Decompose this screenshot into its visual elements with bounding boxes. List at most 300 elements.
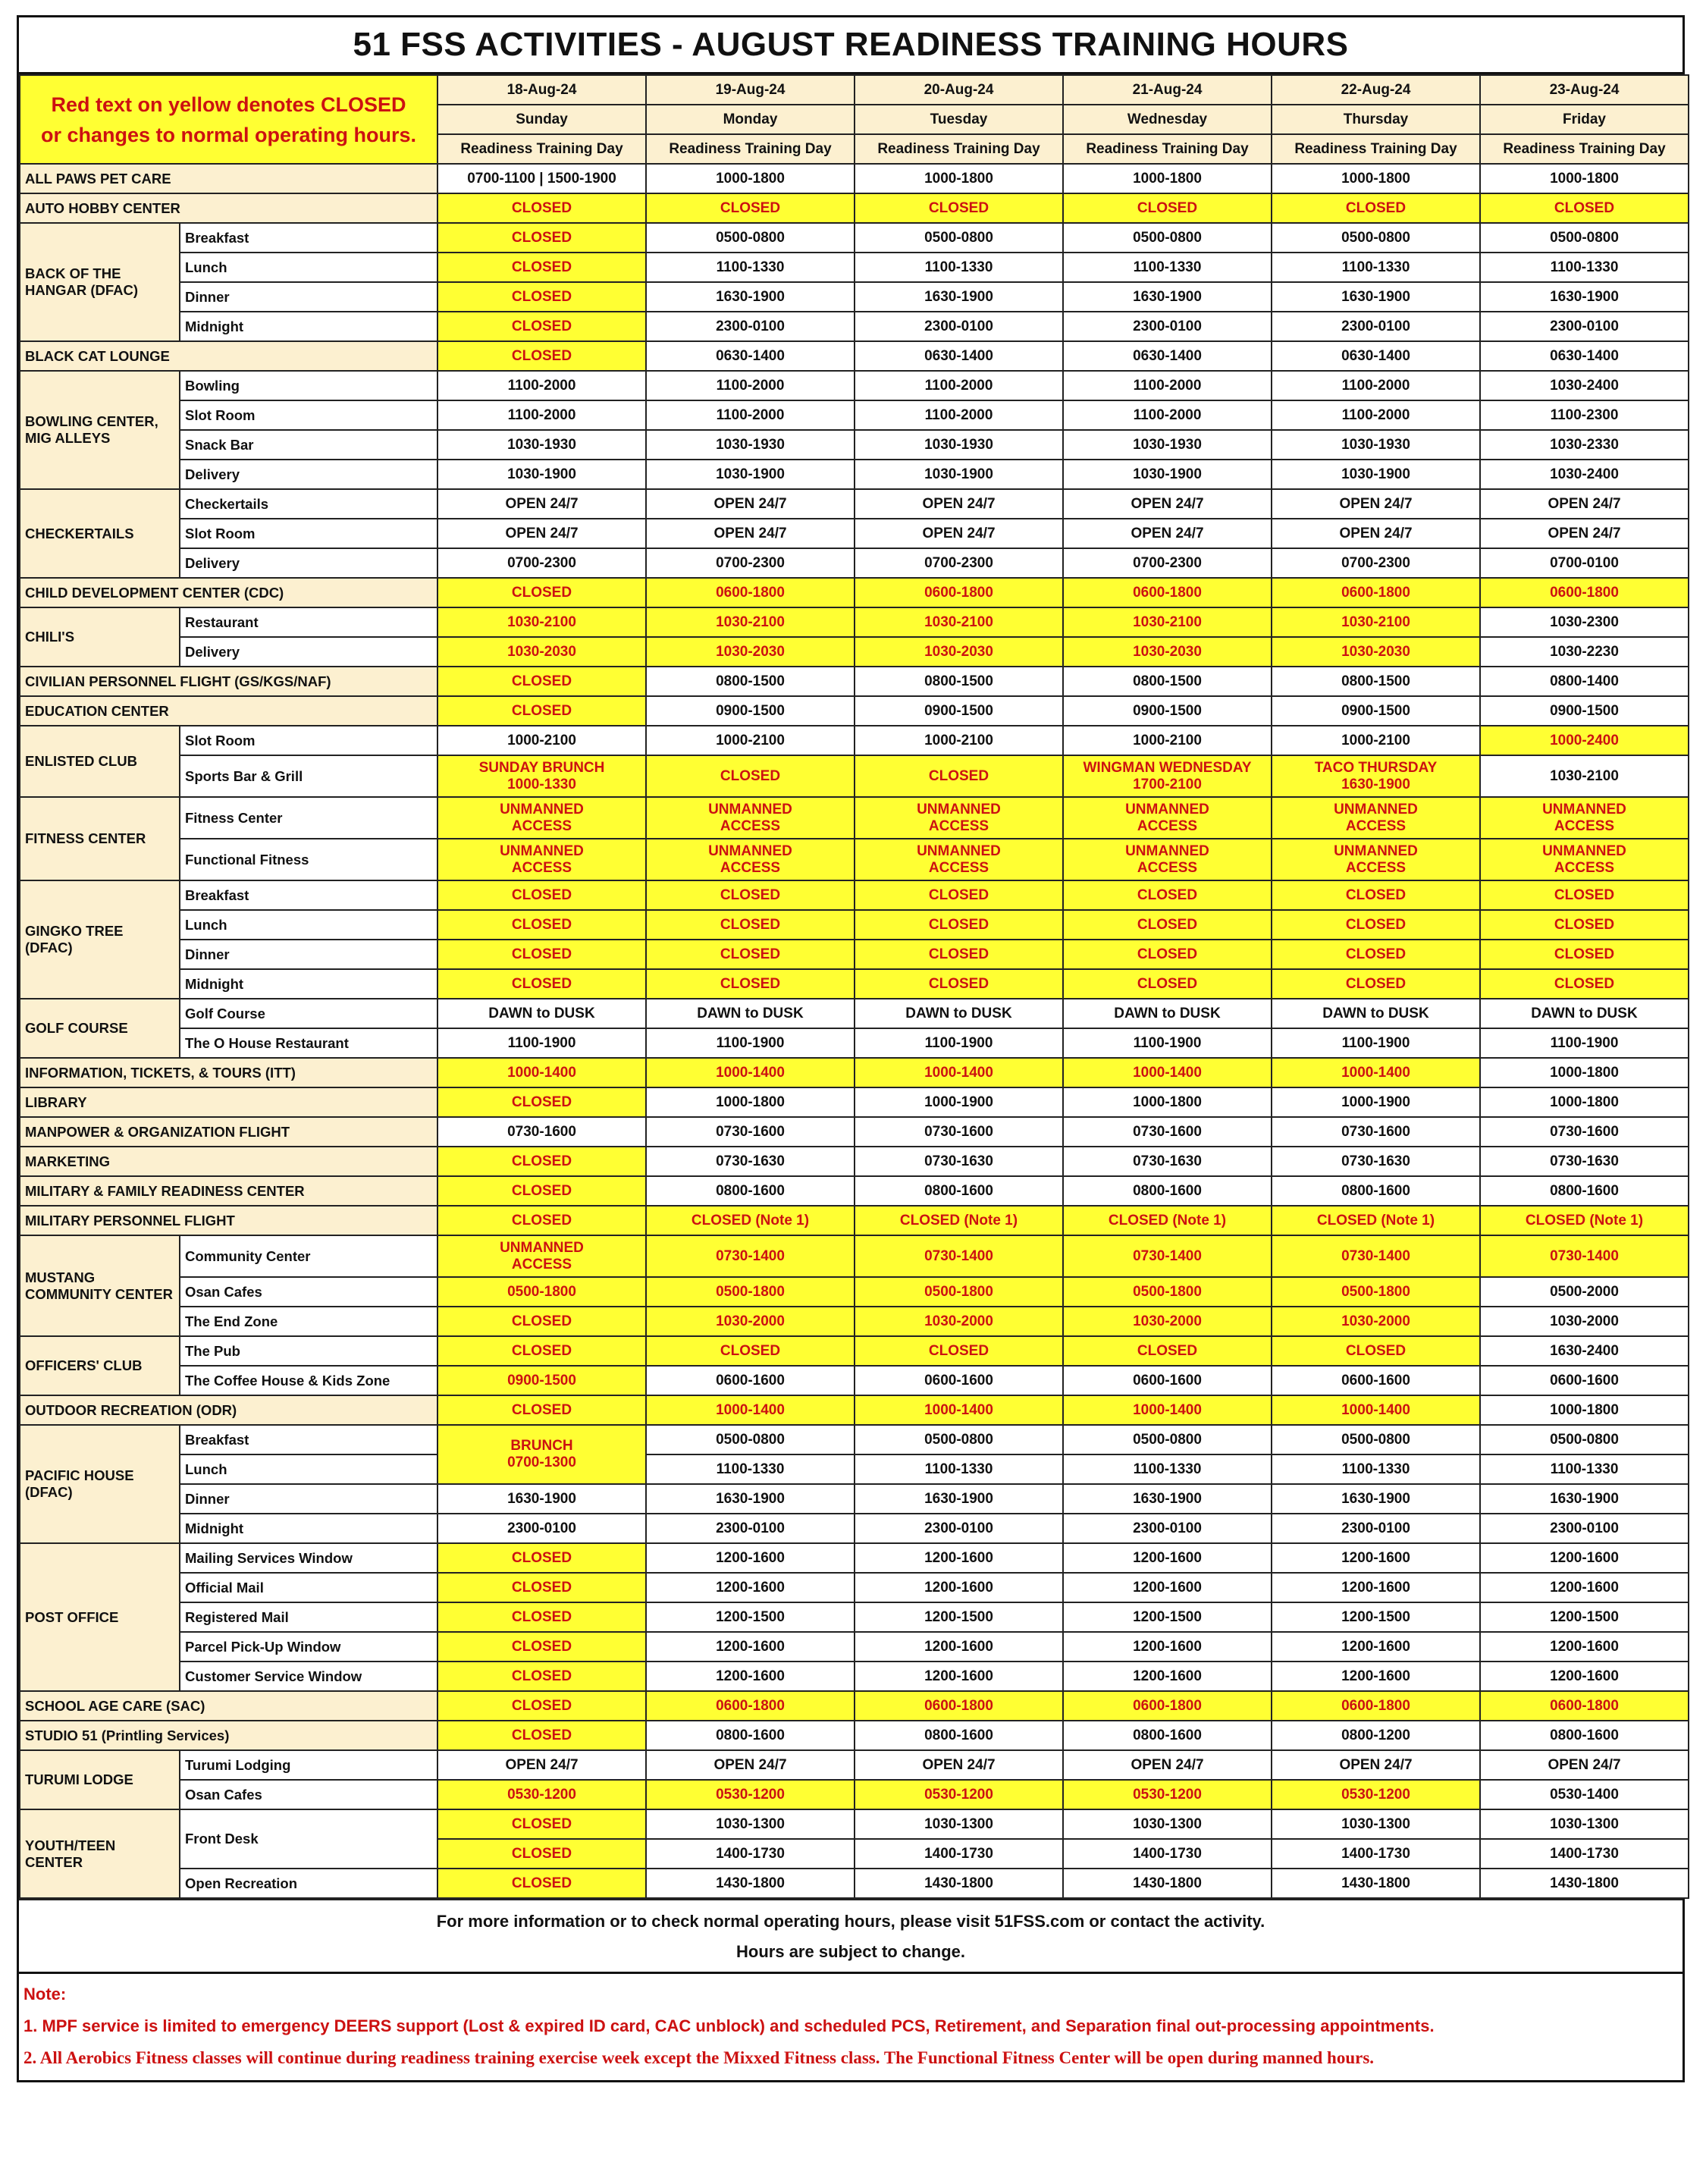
hours-text: 1000-1400 [716, 1064, 785, 1081]
legend-line-1: Red text on yellow denotes CLOSED [51, 93, 406, 116]
hours-cell [1480, 312, 1689, 341]
hours-cell [855, 1514, 1063, 1543]
hours-text: CLOSED [1137, 916, 1198, 933]
hours-text: UNMANNED [1125, 801, 1209, 817]
sub-activity-name: The Coffee House & Kids Zone [180, 1366, 437, 1395]
hours-cell-changed [1480, 193, 1689, 223]
hours-text: CLOSED [511, 916, 572, 933]
hours-cell-changed [646, 193, 855, 223]
hours-cell-changed [437, 755, 646, 797]
hours-cell-changed [437, 1809, 646, 1839]
hours-text: 0730-1630 [1550, 1153, 1619, 1169]
hours-cell [1063, 1869, 1272, 1898]
hours-cell [1272, 1632, 1480, 1662]
hours-text: 0500-2000 [1550, 1283, 1619, 1300]
hours-cell [1063, 999, 1272, 1028]
hours-cell [646, 1028, 855, 1058]
hours-text: 1000-1800 [1341, 170, 1410, 187]
hours-cell-changed [646, 880, 855, 910]
hours-text: 1100-1330 [1550, 1461, 1619, 1477]
hours-text: CLOSED [511, 1153, 572, 1169]
hours-cell-changed [855, 797, 1063, 839]
hours-cell-changed [437, 1087, 646, 1117]
hours-cell [646, 1543, 855, 1573]
activity-name: AUTO HOBBY CENTER [20, 193, 437, 223]
hours-cell [646, 1176, 855, 1206]
hours-text: 1000-1800 [716, 1094, 785, 1110]
hours-cell-changed [1480, 880, 1689, 910]
hours-cell [855, 1147, 1063, 1176]
hours-text: 0800-1500 [1133, 673, 1202, 689]
hours-text: UNMANNED [500, 1239, 584, 1256]
hours-text: 0500-0800 [1550, 1431, 1619, 1448]
hours-text: 1630-1900 [716, 1490, 785, 1507]
hours-cell [646, 1087, 855, 1117]
hours-text: 0630-1400 [1550, 347, 1619, 364]
table-row [20, 1484, 1689, 1514]
hours-text: 0530-1200 [1133, 1786, 1202, 1803]
sub-activity-name: Breakfast [180, 880, 437, 910]
sub-activity-name: Delivery [180, 548, 437, 578]
hours-cell [437, 371, 646, 400]
hours-cell [1063, 548, 1272, 578]
hours-text: 0730-1630 [1341, 1153, 1410, 1169]
hours-text: 0500-0800 [1341, 1431, 1410, 1448]
sub-activity-name: Golf Course [180, 999, 437, 1028]
hours-text: 1400-1730 [1341, 1845, 1410, 1862]
hours-text: 1200-1600 [1133, 1638, 1202, 1655]
activity-name: MUSTANG COMMUNITY CENTER [20, 1235, 180, 1336]
hours-cell-changed [1063, 1277, 1272, 1307]
hours-cell [1063, 400, 1272, 430]
hours-cell-changed [1063, 1307, 1272, 1336]
hours-text: UNMANNED [917, 843, 1001, 859]
hours-cell-changed [1272, 1058, 1480, 1087]
hours-cell [646, 1602, 855, 1632]
hours-text: OPEN 24/7 [505, 525, 579, 541]
hours-text: 1030-2030 [716, 643, 785, 660]
hours-cell [1063, 1366, 1272, 1395]
hours-text: 0730-1630 [716, 1153, 785, 1169]
hours-text: 1030-2230 [1550, 643, 1619, 660]
hours-text: 1400-1730 [1550, 1845, 1619, 1862]
hours-cell [646, 341, 855, 371]
hours-cell [1272, 282, 1480, 312]
hours-text: 1030-2100 [924, 613, 993, 630]
hours-text: 1200-1600 [1133, 1668, 1202, 1684]
hours-cell-changed [437, 1147, 646, 1176]
hours-text: 1000-1400 [924, 1401, 993, 1418]
hours-text: 1200-1600 [716, 1579, 785, 1596]
hours-cell-changed [1063, 910, 1272, 940]
hours-text: CLOSED [511, 1845, 572, 1862]
hours-cell [646, 223, 855, 253]
hours-cell-changed [855, 1395, 1063, 1425]
hours-text: CLOSED [720, 1342, 781, 1359]
sub-activity-name: Turumi Lodging [180, 1750, 437, 1780]
hours-text: 0500-0800 [924, 229, 993, 246]
hours-cell [1272, 1662, 1480, 1691]
hours-text: CLOSED [1137, 886, 1198, 903]
table-row [20, 1028, 1689, 1058]
hours-cell [1063, 1662, 1272, 1691]
table-row [20, 519, 1689, 548]
sub-activity-name: Sports Bar & Grill [180, 755, 437, 797]
table-row [20, 489, 1689, 519]
hours-cell [437, 1028, 646, 1058]
hours-cell-changed [855, 1277, 1063, 1307]
hours-cell [1272, 1117, 1480, 1147]
hours-cell [646, 726, 855, 755]
hours-text: 1000-1400 [507, 1064, 576, 1081]
hours-text: 1030-1300 [1133, 1815, 1202, 1832]
sub-activity-name: The Pub [180, 1336, 437, 1366]
hours-text: CLOSED [928, 767, 989, 784]
hours-cell [1480, 1750, 1689, 1780]
sub-activity-name: Delivery [180, 460, 437, 489]
hours-cell-changed [646, 969, 855, 999]
activity-name: EDUCATION CENTER [20, 696, 437, 726]
hours-text: 0730-1600 [924, 1123, 993, 1140]
hours-cell [855, 312, 1063, 341]
hours-cell-changed [646, 1235, 855, 1277]
hours-text: 0600-1800 [1341, 584, 1410, 601]
hours-text: 0600-1800 [1133, 1697, 1202, 1714]
hours-cell-changed [646, 940, 855, 969]
hours-cell [1480, 253, 1689, 282]
hours-table [19, 74, 1689, 1899]
hours-text: 1030-1900 [924, 466, 993, 482]
hours-text: 0730-1400 [924, 1247, 993, 1264]
hours-text: CLOSED [511, 318, 572, 334]
hours-cell-changed [1063, 193, 1272, 223]
hours-cell [855, 1809, 1063, 1839]
hours-text: 2300-0100 [1133, 318, 1202, 334]
hours-text: 0530-1400 [1550, 1786, 1619, 1803]
activity-name: YOUTH/TEEN CENTER [20, 1809, 180, 1898]
sub-activity-name: Snack Bar [180, 430, 437, 460]
hours-text: 1100-2000 [716, 406, 785, 423]
table-row [20, 1780, 1689, 1809]
hours-cell [1272, 1750, 1480, 1780]
activities-body [20, 164, 1689, 1898]
hours-text: DAWN to DUSK [1531, 1005, 1638, 1021]
hours-text: 1000-1800 [1550, 1094, 1619, 1110]
hours-cell [1063, 1176, 1272, 1206]
hours-text: 0500-0800 [924, 1431, 993, 1448]
hours-cell [1480, 1028, 1689, 1058]
hours-cell-changed [1272, 839, 1480, 880]
hours-cell [437, 1750, 646, 1780]
hours-cell [1480, 1514, 1689, 1543]
activity-name: MARKETING [20, 1147, 437, 1176]
activity-name: PACIFIC HOUSE (DFAC) [20, 1425, 180, 1543]
hours-cell [855, 460, 1063, 489]
hours-text: CLOSED [1137, 975, 1198, 992]
header-day-type: Readiness Training Day [437, 134, 646, 164]
table-row [20, 1117, 1689, 1147]
hours-cell [855, 282, 1063, 312]
hours-text: 0500-0800 [1341, 229, 1410, 246]
hours-text: 0730-1630 [924, 1153, 993, 1169]
hours-cell-changed [855, 1691, 1063, 1721]
hours-text: DAWN to DUSK [905, 1005, 1012, 1021]
hours-text: 1200-1600 [1550, 1638, 1619, 1655]
sub-activity-name: Customer Service Window [180, 1662, 437, 1691]
hours-text: 1030-2100 [716, 613, 785, 630]
table-row [20, 548, 1689, 578]
hours-text: 1200-1600 [924, 1668, 993, 1684]
hours-text: CLOSED [1554, 916, 1615, 933]
hours-text: 0500-1800 [1341, 1283, 1410, 1300]
hours-cell [1480, 1366, 1689, 1395]
hours-text: CLOSED (Note 1) [1525, 1212, 1644, 1228]
hours-text: 0800-1600 [924, 1727, 993, 1743]
hours-cell [855, 1425, 1063, 1454]
hours-cell-changed [1480, 839, 1689, 880]
hours-text: 1000-1800 [716, 170, 785, 187]
hours-cell [1063, 1425, 1272, 1454]
hours-cell-changed [437, 1721, 646, 1750]
hours-cell [646, 1809, 855, 1839]
table-row [20, 1058, 1689, 1087]
hours-text: 1030-2000 [716, 1313, 785, 1329]
hours-text: 0730-1600 [1341, 1123, 1410, 1140]
hours-text: OPEN 24/7 [1548, 495, 1621, 512]
hours-text: 0800-1500 [1341, 673, 1410, 689]
table-row [20, 1869, 1689, 1898]
hours-cell [1480, 1058, 1689, 1087]
hours-cell [1480, 164, 1689, 193]
hours-text: 1100-2300 [1550, 406, 1619, 423]
hours-text: 0500-1800 [1133, 1283, 1202, 1300]
hours-text: ACCESS [720, 859, 781, 876]
sub-activity-name: Front Desk [180, 1809, 437, 1869]
hours-cell [646, 282, 855, 312]
table-row [20, 1454, 1689, 1484]
hours-text: ACCESS [1554, 859, 1615, 876]
hours-text: 1200-1600 [1550, 1579, 1619, 1596]
hours-text: CLOSED [511, 288, 572, 305]
hours-text: 0500-0800 [1133, 229, 1202, 246]
hours-cell [855, 1028, 1063, 1058]
hours-cell-changed [1272, 969, 1480, 999]
hours-cell-changed [437, 1307, 646, 1336]
hours-cell [437, 999, 646, 1028]
hours-text: 1030-2100 [1341, 613, 1410, 630]
hours-text: 1100-1330 [716, 259, 785, 275]
sub-activity-name: Slot Room [180, 400, 437, 430]
header-weekday: Sunday [437, 105, 646, 134]
hours-text: 2300-0100 [1341, 1520, 1410, 1536]
hours-cell [1063, 371, 1272, 400]
hours-cell [1480, 1869, 1689, 1898]
hours-text: CLOSED [511, 975, 572, 992]
hours-cell [1272, 1721, 1480, 1750]
hours-text: 1100-1330 [924, 259, 993, 275]
hours-cell [1063, 1117, 1272, 1147]
sub-activity-name: Mailing Services Window [180, 1543, 437, 1573]
hours-text: 1200-1600 [924, 1549, 993, 1566]
hours-text: 1030-1900 [1341, 466, 1410, 482]
table-row [20, 1395, 1689, 1425]
hours-text: 1000-1400 [1133, 1401, 1202, 1418]
hours-text: 1030-2100 [1550, 767, 1619, 784]
hours-text: CLOSED [1345, 975, 1407, 992]
hours-cell-changed [437, 1543, 646, 1573]
hours-text: OPEN 24/7 [1131, 495, 1204, 512]
hours-cell-changed [437, 1366, 646, 1395]
hours-cell [855, 341, 1063, 371]
hours-text: 0500-0800 [716, 1431, 785, 1448]
hours-text: 1100-1900 [1133, 1034, 1202, 1051]
hours-text: 1030-1300 [1550, 1815, 1619, 1832]
sub-activity-name: Functional Fitness [180, 839, 437, 880]
hours-cell [1063, 430, 1272, 460]
hours-cell-changed [855, 755, 1063, 797]
sub-activity-name: Checkertails [180, 489, 437, 519]
hours-cell [646, 1366, 855, 1395]
hours-cell [1480, 1721, 1689, 1750]
hours-text: 1630-1900 [1341, 1490, 1410, 1507]
hours-text: 1000-1400 [1341, 1401, 1410, 1418]
hours-cell [437, 164, 646, 193]
hours-text: 1000-2100 [924, 732, 993, 748]
hours-text: ACCESS [1345, 817, 1407, 834]
hours-text: 1000-1400 [924, 1064, 993, 1081]
hours-text: CLOSED [511, 1212, 572, 1228]
hours-cell [437, 548, 646, 578]
hours-text: 0500-0800 [1550, 229, 1619, 246]
sub-activity-name: Slot Room [180, 726, 437, 755]
hours-cell-changed [855, 880, 1063, 910]
hours-text: BRUNCH [510, 1438, 573, 1454]
table-row [20, 1235, 1689, 1277]
header-date: 20-Aug-24 [855, 75, 1063, 105]
hours-cell-changed [1063, 1395, 1272, 1425]
hours-cell [1480, 1147, 1689, 1176]
hours-text: CLOSED [1345, 946, 1407, 962]
hours-cell [1480, 1662, 1689, 1691]
note-item-1: 1. MPF service is limited to emergency DEERS support (Lost & expired ID card, CAC unblock) and scheduled PCS, Retirement, and Separation final out-processing appointments. [24, 2016, 1435, 2035]
table-row [20, 880, 1689, 910]
notes-section [19, 1972, 1682, 2080]
hours-cell [1480, 371, 1689, 400]
hours-cell-changed [1480, 797, 1689, 839]
hours-text: 0500-1800 [716, 1283, 785, 1300]
activity-name: ENLISTED CLUB [20, 726, 180, 797]
table-row [20, 1750, 1689, 1780]
hours-text: 1030-1300 [1341, 1815, 1410, 1832]
hours-cell-changed [437, 880, 646, 910]
hours-text: 1000-1900 [924, 1094, 993, 1110]
sub-activity-name: Lunch [180, 1454, 437, 1484]
hours-text: ACCESS [1345, 859, 1407, 876]
hours-cell-changed [1272, 880, 1480, 910]
hours-text: 1000-1400 [1341, 1064, 1410, 1081]
hours-cell [437, 489, 646, 519]
hours-cell-changed [1272, 755, 1480, 797]
hours-cell [1480, 1839, 1689, 1869]
hours-text: ACCESS [720, 817, 781, 834]
hours-text: 0700-2300 [716, 554, 785, 571]
hours-text: CLOSED [928, 946, 989, 962]
sub-activity-name: Bowling [180, 371, 437, 400]
hours-text: 1630-1900 [1550, 1490, 1619, 1507]
activity-name: CHILI'S [20, 607, 180, 667]
hours-cell [646, 1454, 855, 1484]
hours-text: 0730-1600 [716, 1123, 785, 1140]
hours-text: ACCESS [1554, 817, 1615, 834]
hours-text: 1000-2100 [507, 732, 576, 748]
hours-cell-changed [646, 1780, 855, 1809]
hours-text: CLOSED [720, 975, 781, 992]
hours-cell [1063, 1087, 1272, 1117]
hours-text: 1030-1930 [507, 436, 576, 453]
hours-text: 1000-1400 [716, 1401, 785, 1418]
hours-cell [1480, 1425, 1689, 1454]
hours-cell [855, 696, 1063, 726]
hours-cell-changed [855, 1235, 1063, 1277]
activity-name: BOWLING CENTER, MIG ALLEYS [20, 371, 180, 489]
page-title: 51 FSS ACTIVITIES - AUGUST READINESS TRAINING HOURS [19, 17, 1682, 74]
hours-cell [1272, 341, 1480, 371]
hours-cell [1480, 1277, 1689, 1307]
hours-cell-changed [855, 940, 1063, 969]
hours-cell-changed [646, 839, 855, 880]
hours-text: 1030-1900 [507, 466, 576, 482]
sub-activity-name: Dinner [180, 1484, 437, 1514]
hours-cell [646, 999, 855, 1028]
hours-cell-changed [1063, 839, 1272, 880]
hours-cell-changed [855, 193, 1063, 223]
hours-cell-changed [1063, 1235, 1272, 1277]
hours-cell [1480, 1454, 1689, 1484]
activity-name: INFORMATION, TICKETS, & TOURS (ITT) [20, 1058, 437, 1087]
hours-cell [855, 1543, 1063, 1573]
table-row [20, 1662, 1689, 1691]
hours-text: CLOSED [1554, 975, 1615, 992]
hours-cell [1272, 667, 1480, 696]
hours-cell [1063, 1147, 1272, 1176]
hours-text: 1000-1800 [924, 170, 993, 187]
hours-cell [646, 1721, 855, 1750]
hours-cell-changed [437, 910, 646, 940]
table-row [20, 940, 1689, 969]
sub-activity-name: Community Center [180, 1235, 437, 1277]
hours-cell [1480, 1395, 1689, 1425]
hours-text: 1630-1900 [716, 288, 785, 305]
hours-text: 1200-1500 [716, 1608, 785, 1625]
hours-text: 1030-1900 [1133, 466, 1202, 482]
hours-text: CLOSED [511, 1579, 572, 1596]
hours-text: 0600-1800 [1341, 1697, 1410, 1714]
sub-activity-name: Restaurant [180, 607, 437, 637]
table-row [20, 637, 1689, 667]
hours-cell [437, 1484, 646, 1514]
hours-text: 0700-2300 [507, 554, 576, 571]
hours-text: 1630-2400 [1550, 1342, 1619, 1359]
hours-text: OPEN 24/7 [713, 525, 787, 541]
hours-cell [1063, 667, 1272, 696]
hours-cell [1272, 1809, 1480, 1839]
hours-cell-changed [1063, 755, 1272, 797]
hours-cell-changed [855, 1307, 1063, 1336]
hours-text: 0730-1400 [1133, 1247, 1202, 1264]
table-row [20, 460, 1689, 489]
hours-cell-changed [437, 637, 646, 667]
hours-text: CLOSED [1345, 1342, 1407, 1359]
